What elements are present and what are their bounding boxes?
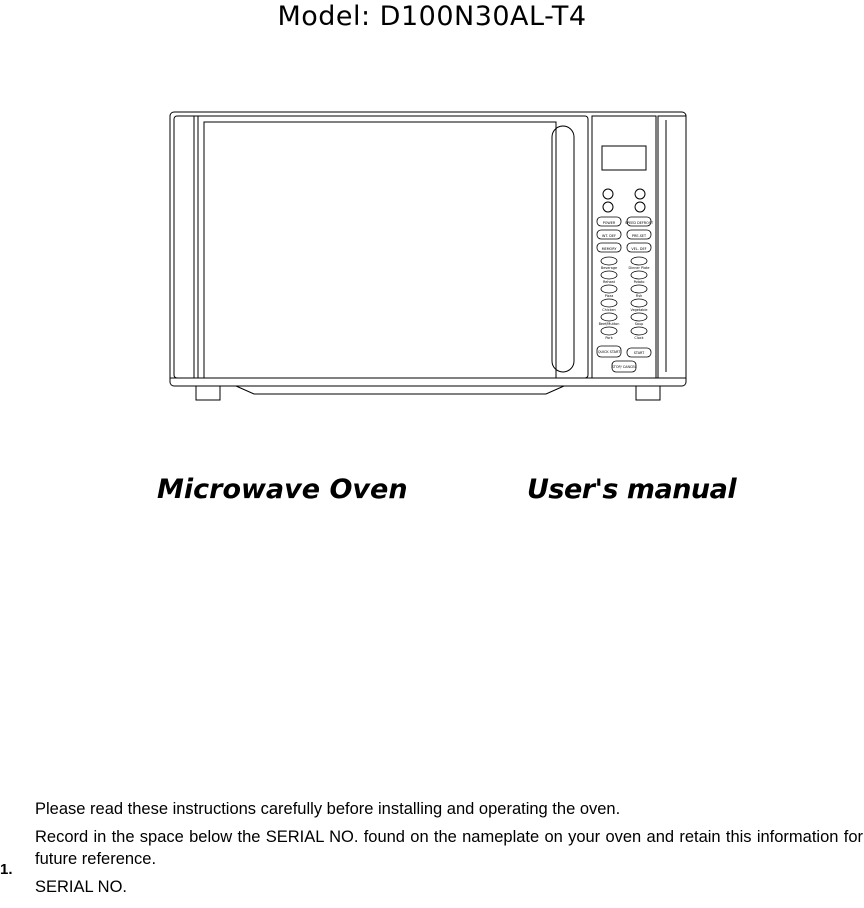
- product-name: Microwave Oven: [157, 474, 408, 505]
- label-pork: Pork: [605, 336, 613, 340]
- label-vel-def: VEL. DEF: [631, 247, 647, 251]
- manual-title: [0, 474, 864, 514]
- label-quick-start: QUICK START: [597, 350, 621, 354]
- serial-number-label: SERIAL NO.: [35, 878, 127, 896]
- label-chicken: Chicken: [602, 308, 616, 312]
- right-side-panel: [658, 116, 686, 378]
- oven-window: [204, 122, 556, 378]
- label-fish: Fish: [635, 294, 643, 298]
- label-beef-mutton: Beef/Mutton: [598, 322, 620, 326]
- label-pizza: Pizza: [604, 294, 614, 298]
- label-power: POWER: [602, 221, 616, 225]
- microwave-oven-drawing: [166, 108, 692, 414]
- display-window: [602, 146, 646, 170]
- instructions-block: [35, 798, 863, 904]
- instruction-read: Please read these instructions carefully before installing and operating the oven.: [35, 800, 621, 818]
- label-clock: Clock: [634, 336, 644, 340]
- label-memory: MEMORY: [601, 247, 617, 251]
- oven-foot-right: [636, 386, 660, 400]
- list-number: 1.: [0, 861, 13, 878]
- door-handle: [552, 126, 574, 372]
- label-wt-def: WT. DEF: [602, 234, 616, 238]
- label-beverage: Beverage: [600, 266, 618, 270]
- label-stop-cancel: STOP/ CANCEL: [611, 365, 637, 369]
- oven-base: [236, 386, 564, 394]
- document-type: User's manual: [527, 474, 737, 505]
- label-start: START: [633, 351, 645, 355]
- label-pre-set: PRE-SET: [631, 234, 647, 238]
- label-potato: Potato: [633, 280, 645, 284]
- label-reheat: Reheat: [603, 280, 615, 284]
- label-dinner-plate: Dinner Plate: [628, 266, 650, 270]
- label-vegetable: Vegetable: [630, 308, 648, 312]
- label-soup: Soup: [634, 322, 644, 326]
- oven-door-outline: [174, 116, 588, 378]
- model-heading: Model: D100N30AL-T4: [277, 1, 587, 32]
- label-speed-defrost: SPEED DEFROST: [624, 221, 654, 225]
- oven-foot-left: [196, 386, 220, 400]
- instruction-record-serial: Record in the space below the SERIAL NO. found on the nameplate on your oven and retain this information for future reference.: [35, 828, 863, 868]
